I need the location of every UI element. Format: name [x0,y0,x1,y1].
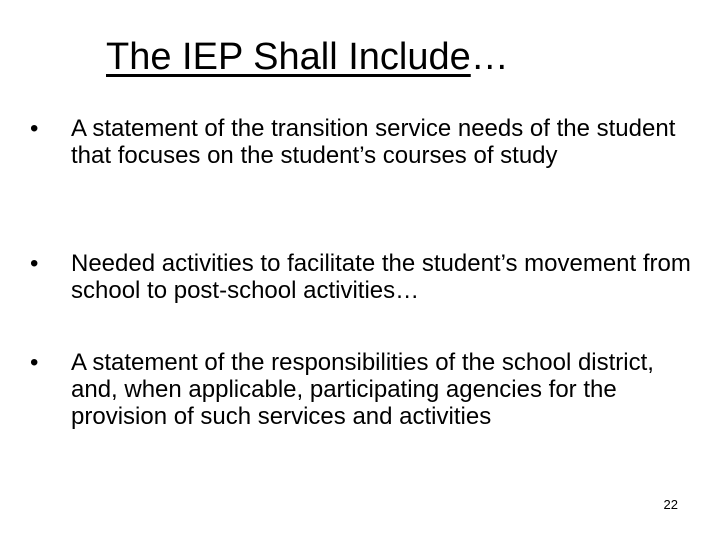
bullet-marker: • [30,349,39,376]
bullet-marker: • [30,250,39,277]
slide-title-main: The IEP Shall Include [106,36,471,78]
slide-title-ellipsis: … [470,36,509,78]
page-number: 22 [663,497,678,512]
slide-title [106,34,509,80]
bullet-text: A statement of the transition service needs of the student that focuses on the student’s courses of study [71,115,676,169]
bullet-marker: • [30,115,39,142]
bullet-text: A statement of the responsibilities of the school district, and, when applicable, participating agencies for the provision of such services and activities [71,349,654,430]
bullet-text: Needed activities to facilitate the student’s movement from school to post-school activities… [71,250,691,304]
